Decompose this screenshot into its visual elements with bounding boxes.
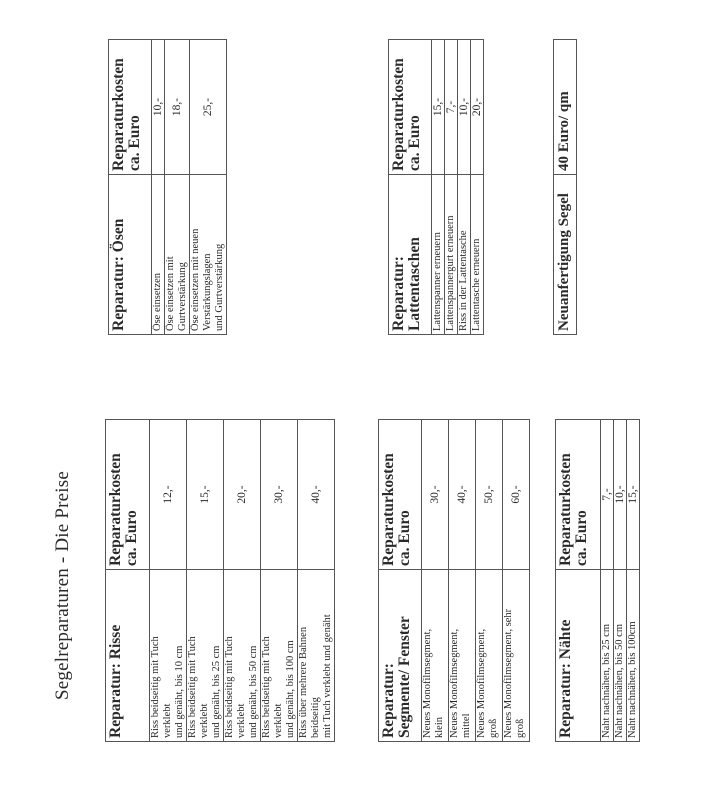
repair-type-heading: Reparatur: Ösen <box>109 175 152 335</box>
repair-price: 30,- <box>261 420 298 570</box>
table-row <box>445 40 458 335</box>
table-lattentaschen <box>388 39 484 335</box>
price-heading-line2: ca. Euro <box>573 510 590 566</box>
repair-price: 7,- <box>445 40 458 175</box>
heading-line1: Reparatur: <box>390 256 407 331</box>
table-header-row <box>554 40 577 335</box>
repair-description: Öse einsetzen <box>152 175 165 335</box>
table-header-row <box>109 40 152 335</box>
repair-description: Riss beidseitig mit Tuch verklebt und genäht, bis 25 cm <box>187 570 224 742</box>
repair-type-heading: Reparatur: Nähte <box>556 570 601 742</box>
table-row <box>432 40 445 335</box>
price-heading-line2: ca. Euro <box>123 510 140 566</box>
table-row <box>503 420 530 742</box>
table-row <box>458 40 471 335</box>
repair-price: 12,- <box>150 420 187 570</box>
repair-price: 10,- <box>152 40 165 175</box>
repair-description: Riss beidseitig mit Tuch verklebt und genäht, bis 100 cm <box>261 570 298 742</box>
repair-type-heading <box>389 175 432 335</box>
page-title: Segelreparaturen - Die Preise <box>52 471 73 700</box>
repair-type-heading <box>379 570 422 742</box>
table-row <box>187 420 224 742</box>
repair-description: Naht nachnähen, bis 100cm <box>627 570 640 742</box>
table-naehte <box>555 419 640 742</box>
heading-line2: Lattentaschen <box>406 237 423 331</box>
price-heading-line1: Reparaturkosten <box>107 453 124 566</box>
repair-price: 20,- <box>224 420 261 570</box>
table-row <box>422 420 449 742</box>
table-row <box>471 40 484 335</box>
repair-description: Neues Monofilmsegment, groß <box>476 570 503 742</box>
repair-description: Riss in der Lattentasche <box>458 175 471 335</box>
table-segmente <box>378 419 530 742</box>
repair-price: 30,- <box>422 420 449 570</box>
repair-description: Öse einsetzen mit Gurtverstärkung <box>165 175 190 335</box>
repair-price: 15,- <box>432 40 445 175</box>
price-heading-line2: ca. Euro <box>406 115 423 171</box>
repair-price: 10,- <box>458 40 471 175</box>
price-heading <box>389 40 432 175</box>
heading-line2: Segmente/ Fenster <box>396 616 413 738</box>
price-heading-line1: Reparaturkosten <box>557 453 574 566</box>
repair-description: Naht nachnähen, bis 25 cm <box>601 570 614 742</box>
price-heading-line1: Reparaturkosten <box>380 453 397 566</box>
table-header-row <box>556 420 601 742</box>
price-heading-line2: ca. Euro <box>126 115 143 171</box>
repair-price: 25,- <box>190 40 227 175</box>
repair-price: 10,- <box>614 420 627 570</box>
repair-price: 7,- <box>601 420 614 570</box>
repair-description: Lattenspannergurt erneuern <box>445 175 458 335</box>
table-header-row <box>379 420 422 742</box>
repair-description: Riss beidseitig mit Tuch verklebt und genäht, bis 50 cm <box>224 570 261 742</box>
repair-price: 18,- <box>165 40 190 175</box>
table-row <box>152 40 165 335</box>
table-header-row <box>106 420 150 742</box>
price-heading <box>379 420 422 570</box>
table-row <box>224 420 261 742</box>
table-row <box>476 420 503 742</box>
price-heading <box>109 40 152 175</box>
repair-description: Neues Monofilmsegment, klein <box>422 570 449 742</box>
repair-price: 20,- <box>471 40 484 175</box>
repair-price: 40,- <box>298 420 335 570</box>
price-heading-line2: ca. Euro <box>396 510 413 566</box>
repair-description: Lattentasche erneuern <box>471 175 484 335</box>
repair-description: Öse einsetzen mit neuen Verstärkungslagen und Gurtverstärkung <box>190 175 227 335</box>
table-header-row <box>389 40 432 335</box>
repair-description: Naht nachnähen, bis 50 cm <box>614 570 627 742</box>
price-heading-line1: Reparaturkosten <box>110 58 127 171</box>
table-row <box>298 420 335 742</box>
table-oesen <box>108 39 227 335</box>
table-row <box>261 420 298 742</box>
repair-description: Riss beidseitig mit Tuch verklebt und genäht, bis 10 cm <box>150 570 187 742</box>
price-heading <box>556 420 601 570</box>
repair-description: Lattenspanner erneuern <box>432 175 445 335</box>
new-sail-label: Neuanfertigung Segel <box>554 175 577 335</box>
repair-type-heading: Reparatur: Risse <box>106 570 150 742</box>
table-row <box>449 420 476 742</box>
repair-price: 60,- <box>503 420 530 570</box>
price-heading-line1: Reparaturkosten <box>390 58 407 171</box>
table-row <box>150 420 187 742</box>
table-neuanfertigung <box>553 39 577 335</box>
repair-description: Neues Monofilmsegment, mittel <box>449 570 476 742</box>
repair-price: 15,- <box>627 420 640 570</box>
repair-price: 40,- <box>449 420 476 570</box>
repair-price: 50,- <box>476 420 503 570</box>
repair-description: Neues Monofilmsegment, sehr groß <box>503 570 530 742</box>
price-heading <box>106 420 150 570</box>
repair-description: Riss über mehrere Bahnen beidseitig mit Tuch verklebt und genäht <box>298 570 335 742</box>
new-sail-price: 40 Euro/ qm <box>554 40 577 175</box>
table-row <box>165 40 190 335</box>
table-row <box>614 420 627 742</box>
table-risse <box>105 419 335 742</box>
table-row <box>190 40 227 335</box>
repair-price: 15,- <box>187 420 224 570</box>
table-row <box>627 420 640 742</box>
table-row <box>601 420 614 742</box>
heading-line1: Reparatur: <box>380 663 397 738</box>
